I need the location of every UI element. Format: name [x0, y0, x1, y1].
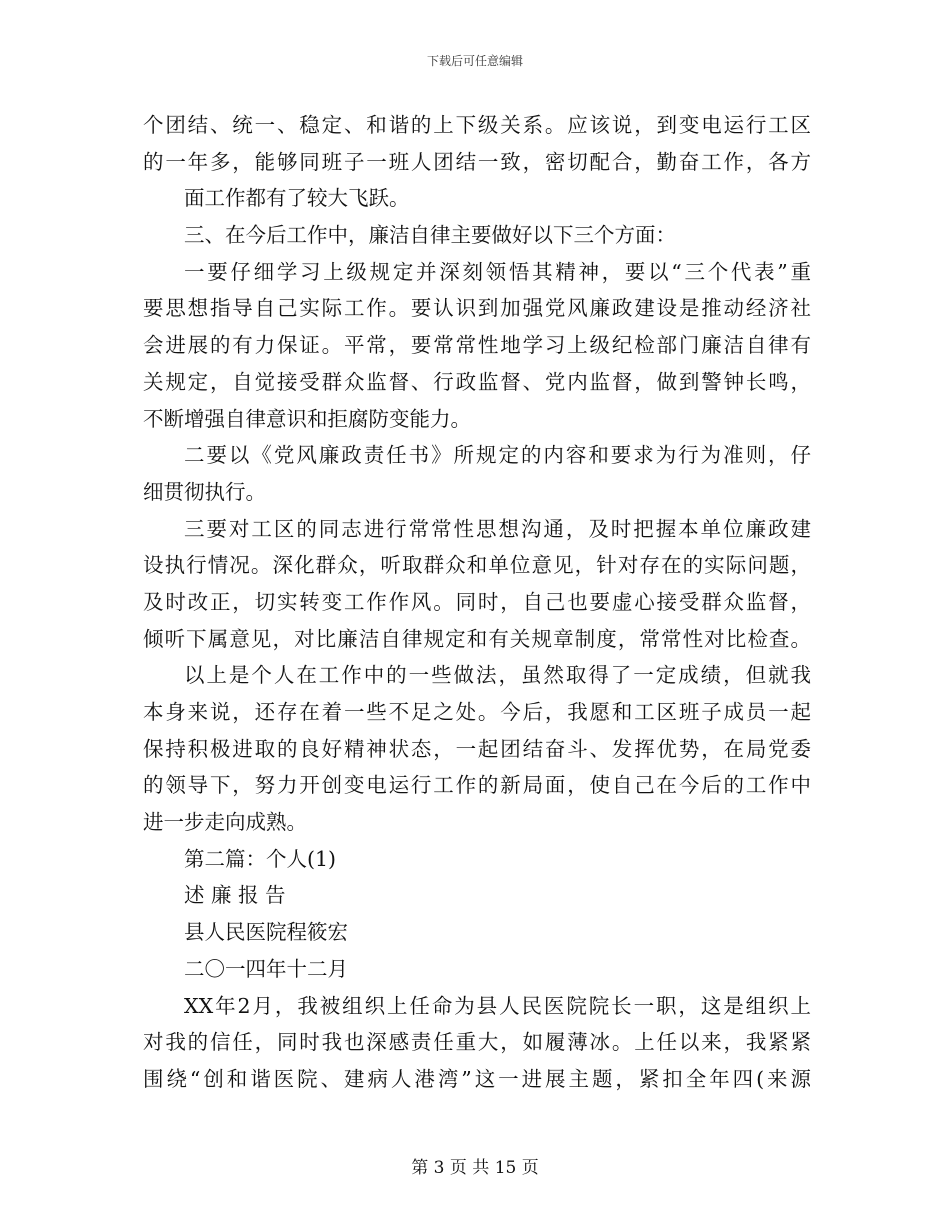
text-line: 对我的信任，同时我也深感责任重大，如履薄冰。上任以来，我紧紧 [143, 1030, 811, 1055]
text-line: 及时改正，切实转变工作作风。同时，自己也要虚心接受群众监督， [143, 589, 811, 614]
text-line: 要思想指导自己实际工作。要认识到加强党风廉政建设是推动经济社 [143, 296, 811, 321]
text-line: 三要对工区的同志进行常常性思想沟通，及时把握本单位廉政建 [184, 516, 811, 541]
text-line: 本身来说，还存在着一些不足之处。今后，我愿和工区班子成员一起 [143, 700, 811, 724]
text-line: 不断增强自律意识和拒腐防变能力。 [143, 406, 471, 431]
text-line: 第二篇：个人(1) [184, 846, 337, 871]
text-line: 设执行情况。深化群众，听取群众和单位意见，针对存在的实际问题， [143, 553, 811, 578]
text-line: 面工作都有了较大飞跃。 [184, 186, 410, 211]
page-footer: 第 3 页 共 15 页 [411, 1158, 539, 1178]
document-body [143, 107, 811, 1098]
text-line: 进一步走向成熟。 [143, 810, 307, 835]
text-line: 三、在今后工作中，廉洁自律主要做好以下三个方面： [184, 223, 676, 248]
text-line: 倾听下属意见，对比廉洁自律规定和有关规章制度，常常性对比检查。 [143, 626, 811, 651]
text-line: 关规定，自觉接受群众监督、行政监督、党内监督，做到警钟长鸣， [143, 369, 811, 394]
text-line: 个团结、统一、稳定、和谐的上下级关系。应该说，到变电运行工区 [143, 113, 811, 137]
text-line: 会进展的有力保证。平常，要常常性地学习上级纪检部门廉洁自律有 [143, 333, 811, 358]
text-line: 细贯彻执行。 [143, 479, 266, 504]
text-line: 保持积极进取的良好精神状态，一起团结奋斗、发挥优势，在局党委 [143, 736, 811, 761]
text-line: 县人民医院程筱宏 [184, 920, 348, 945]
text-line: 二要以《党风廉政责任书》所规定的内容和要求为行为准则，仔 [184, 443, 811, 468]
text-line: 的一年多，能够同班子一班人团结一致，密切配合，勤奋工作，各方 [143, 149, 811, 174]
text-line: XX年2月，我被组织上任命为县人民医院院长一职，这是组织上 [184, 993, 811, 1018]
text-line: 一要仔细学习上级规定并深刻领悟其精神，要以“三个代表”重 [184, 259, 811, 284]
text-line: 围绕“创和谐医院、建病人港湾”这一进展主题，紧扣全年四(来源 [143, 1066, 811, 1091]
text-line: 以上是个人在工作中的一些做法，虽然取得了一定成绩，但就我 [184, 663, 811, 688]
text-line: 述 廉 报 告 [184, 883, 286, 908]
text-line: 二〇一四年十二月 [184, 956, 348, 981]
page-header: 下载后可任意编辑 [426, 54, 523, 68]
text-line: 的领导下，努力开创变电运行工作的新局面，使自己在今后的工作中 [143, 773, 811, 798]
